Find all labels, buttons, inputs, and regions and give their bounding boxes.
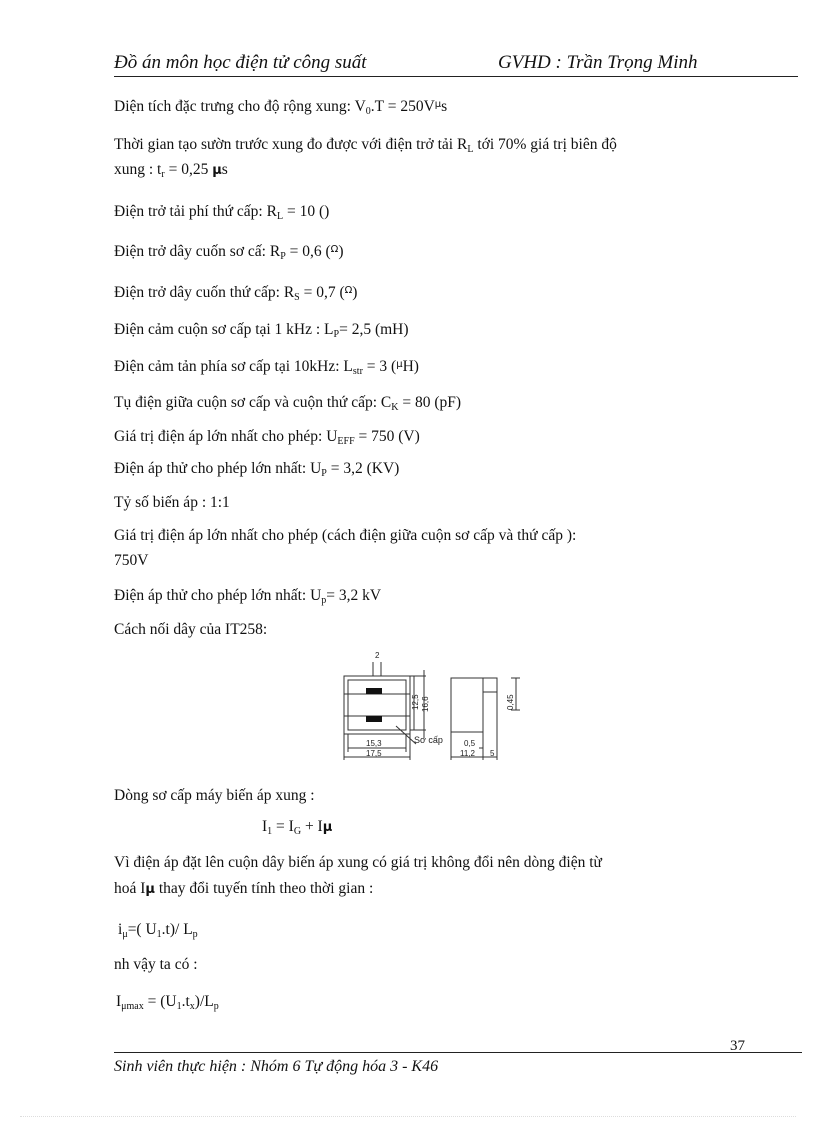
- spec-pulse-area: Diện tích đặc trưng cho độ rộng xung: $V_0.T = 250V^\mu s$: [114, 98, 448, 117]
- label-primary: Sơ cấp: [414, 735, 443, 745]
- dim-5: 5: [490, 749, 495, 758]
- front-view: [344, 662, 426, 760]
- spec-insulation-voltage-line1: Giá trị điện áp lớn nhất cho phép (cách điện giữa cuộn sơ cấp và thứ cấp ):: [114, 527, 577, 544]
- page-bottom-border: [20, 1116, 796, 1117]
- spec-test-voltage: Điện áp thử cho phép lớn nhất: $U_P = 3,2$ (KV): [114, 460, 400, 479]
- spec-leakage-inductance: Điện cảm tản phía sơ cấp tại 10kHz: $L_{str} = 3$ ($^\mu$H): [114, 358, 419, 377]
- spec-turns-ratio: Tỷ số biến áp : 1:1: [114, 494, 230, 511]
- spec-insulation-voltage-line2: 750V: [114, 552, 149, 569]
- magnetizing-text-line2: hoá Iμ thay đổi tuyến tính theo thời gian :: [114, 880, 374, 897]
- page-number: 37: [730, 1038, 745, 1054]
- dim-15-3: 15,3: [366, 739, 382, 748]
- spec-max-voltage: Giá trị điện áp lớn nhất cho phép: $U_{EFF} = 750$ (V): [114, 428, 420, 447]
- header-supervisor: GVHD : Trần Trọng Minh: [498, 52, 698, 73]
- spec-primary-resistance: Điện trở dây cuốn sơ cấ: $R_P = 0,6$ ($^\Omega$): [114, 243, 344, 262]
- max-magnetizing-current-equation: $I_{\mu max} = (U_1.t_x)/L_p$: [116, 993, 219, 1012]
- wiring-heading: Cách nối dây của IT258:: [114, 621, 268, 638]
- dim-17-5: 17,5: [366, 749, 382, 758]
- magnetizing-current-equation: $i_\mu=$( $U_1.t)/$ $L_p$: [118, 921, 198, 940]
- primary-winding-top: [366, 688, 382, 694]
- spec-test-voltage-2: Điện áp thử cho phép lớn nhất: $U_p= 3,2$ kV: [114, 587, 382, 606]
- dim-0-5: 0,5: [464, 739, 476, 748]
- page-header: [114, 50, 798, 77]
- primary-current-heading: Dòng sơ cấp máy biến áp xung :: [114, 787, 315, 804]
- spec-load-resistance: Điện trở tải phí thứ cấp: $R_L = 10$ (): [114, 203, 330, 222]
- footer-divider: [114, 1052, 802, 1053]
- dim-0-45: 0,45: [506, 694, 515, 710]
- dim-2: 2: [375, 651, 380, 660]
- magnetizing-text-line1: Vì điện áp đặt lên cuộn dây biến áp xung có giá trị không đổi nên dòng điện từ: [114, 854, 602, 871]
- primary-current-equation: $I_1 = I_G + I\mu$: [262, 818, 333, 837]
- side-view: [451, 678, 520, 760]
- spec-rise-time-line2: xung : $t_r = 0,25$ μs: [114, 161, 228, 180]
- spec-primary-inductance: Điện cảm cuộn sơ cấp tại 1 kHz : $L_P= 2,5$ (mH): [114, 321, 409, 340]
- page-footer: Sinh viên thực hiện : Nhóm 6 Tự động hóa 3 - K46: [114, 1058, 439, 1075]
- spec-coupling-capacitance: Tụ điện giữa cuộn sơ cấp và cuộn thứ cấp: $C_K = 80$ (pF): [114, 394, 462, 413]
- dim-11-2: 11,2: [460, 749, 475, 758]
- primary-winding-bottom: [366, 716, 382, 722]
- spec-rise-time-line1: Thời gian tạo sườn trước xung đo được với điện trở tải $R_L$ tới 70% giá trị biên độ: [114, 136, 617, 155]
- spec-secondary-resistance: Điện trở dây cuốn thứ cấp: $R_S = 0,7$ ($^\Omega$): [114, 284, 358, 303]
- dim-16-6: 16,6: [421, 696, 430, 712]
- conclusion-text: nh vậy ta có :: [114, 956, 198, 973]
- header-course-title: Đồ án môn học điện tử công suất: [114, 52, 367, 73]
- it258-wiring-diagram: [338, 648, 528, 763]
- dim-12-5: 12,5: [411, 694, 420, 710]
